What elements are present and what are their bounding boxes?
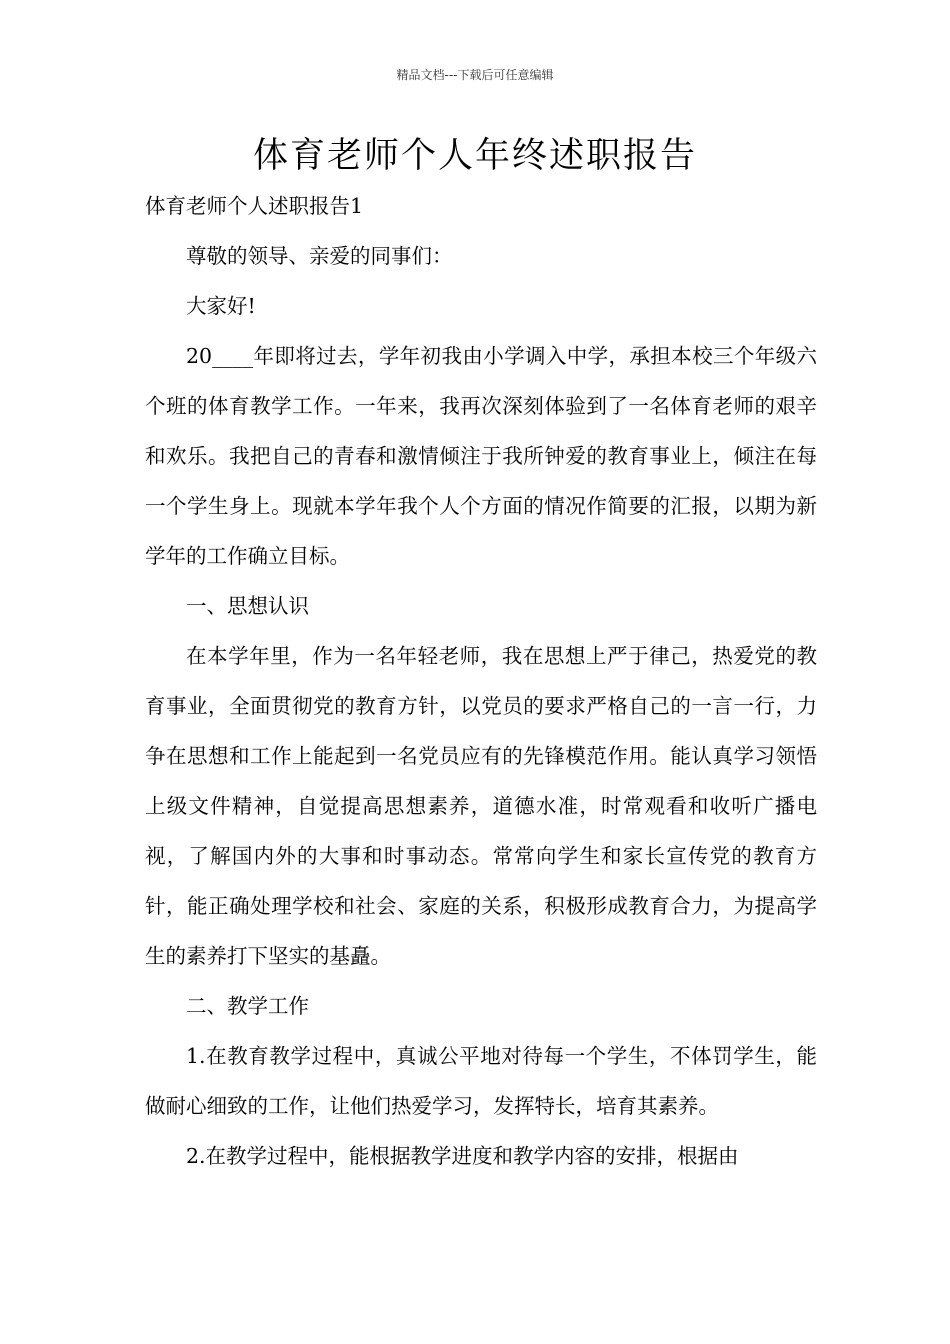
greeting: 大家好! [186, 294, 256, 318]
intro-paragraph: 20____年即将过去，学年初我由小学调入中学，承担本校三个年级六个班的体育教学工作。一年来，我再次深刻体验到了一名体育老师的艰辛和欢乐。我把自己的青春和激情倾注于我所钟爱的教育事业上，倾注在每一个学生身上。现就本学年我个人个方面的情况作简要的汇报，以期为新学年的工作确立目标。 [145, 344, 817, 568]
salutation: 尊敬的领导、亲爱的同事们： [186, 244, 453, 268]
list-item-2: 2.在教学过程中，能根据教学进度和教学内容的安排，根据由 [186, 1144, 739, 1168]
document-title: 体育老师个人年终述职报告 [252, 136, 697, 176]
list-item-1: 1.在教育教学过程中，真诚公平地对待每一个学生，不体罚学生，能做耐心细致的工作，让他们热爱学习，发挥特长，培育其素养。 [145, 1044, 817, 1118]
header-note: 精品文档---下载后可任意编辑 [396, 68, 554, 82]
subtitle: 体育老师个人述职报告1 [145, 194, 364, 218]
document-body [145, 181, 817, 1181]
section-paragraph-1: 在本学年里，作为一名年轻老师，我在思想上严于律己，热爱党的教育事业，全面贯彻党的教育方针，以党员的要求严格自己的一言一行，力争在思想和工作上能起到一名党员应有的先锋模范作用。能认真学习领悟上级文件精神，自觉提高思想素养，道德水准，时常观看和收听广播电视，了解国内外的大事和时事动态。常常向学生和家长宣传党的教育方针，能正确处理学校和社会、家庭的关系，积极形成教育合力，为提高学生的素养打下坚实的基矗。 [145, 644, 817, 968]
section-heading-1: 一、思想认识 [186, 594, 309, 618]
section-heading-2: 二、教学工作 [186, 994, 309, 1018]
